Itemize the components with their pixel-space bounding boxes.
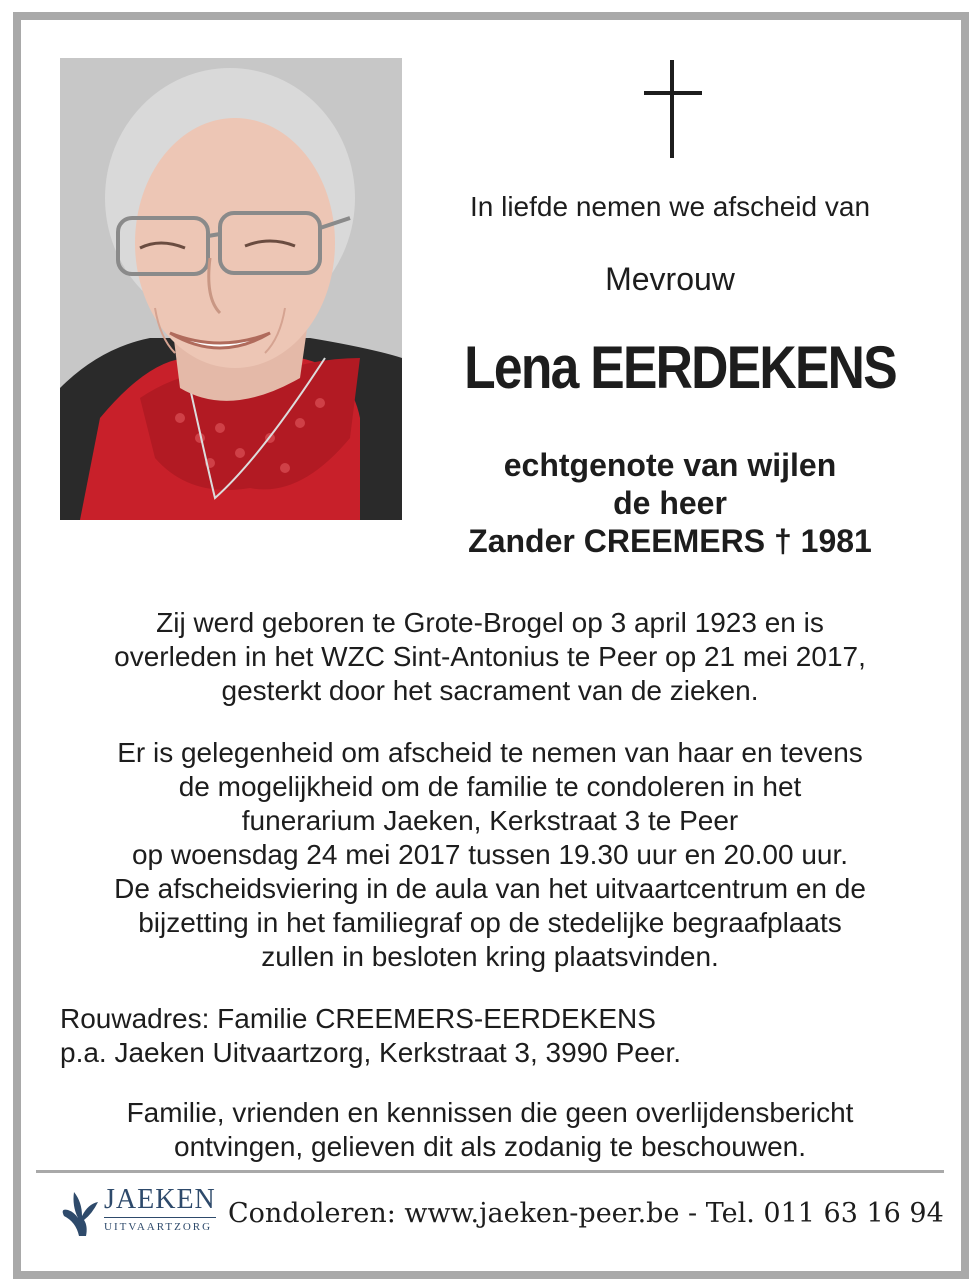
paragraph-line: Familie, vrienden en kennissen die geen overlijdensbericht [126, 1097, 854, 1128]
paragraph-line: de mogelijkheid om de familie te condoleren in het [178, 771, 802, 802]
arrangements-paragraph [40, 736, 940, 974]
paragraph-line: op woensdag 24 mei 2017 tussen 19.30 uur en 20.00 uur. [131, 839, 849, 870]
dove-icon [58, 1186, 100, 1238]
paragraph-line: overleden in het WZC Sint-Antonius te Peer op 21 mei 2017, [114, 641, 866, 672]
notice-paragraph [40, 1096, 940, 1164]
contact-info: Condoleren: www.jaeken-peer.be - Tel. 011 63 16 94 [228, 1198, 944, 1229]
paragraph-line: gesterkt door het sacrament van de zieken. [221, 675, 759, 706]
honorific: Mevrouw [605, 261, 735, 297]
logo-subtitle: UITVAARTZORG [104, 1221, 213, 1233]
paragraph-line: funerarium Jaeken, Kerkstraat 3 te Peer [241, 805, 739, 836]
paragraph-line: Zij werd geboren te Grote-Brogel op 3 april 1923 en is [156, 607, 824, 638]
spouse-name: Zander CREEMERS † 1981 [468, 523, 872, 559]
footer-divider [36, 1170, 944, 1173]
funeral-home-logo [58, 1184, 220, 1242]
address-line: Rouwadres: Familie CREEMERS-EERDEKENS [60, 1003, 656, 1034]
intro-text: In liefde nemen we afscheid van [469, 191, 871, 222]
paragraph-line: bijzetting in het familiegraf op de stedelijke begraafplaats [138, 907, 842, 938]
portrait-photo [60, 58, 402, 520]
deceased-name: Lena EERDEKENS [464, 334, 896, 401]
logo-rule [104, 1217, 216, 1218]
cross-icon [644, 60, 702, 158]
paragraph-line: ontvingen, gelieven dit als zodanig te beschouwen. [174, 1131, 806, 1162]
paragraph-line: Er is gelegenheid om afscheid te nemen van haar en tevens [117, 737, 863, 768]
logo-name: JAEKEN [104, 1184, 216, 1215]
spouse-line: echtgenote van wijlen [503, 447, 837, 483]
birth-death-paragraph [40, 606, 940, 708]
spouse-block [400, 446, 940, 560]
paragraph-line: zullen in besloten kring plaatsvinden. [261, 941, 719, 972]
spouse-line: de heer [613, 485, 727, 521]
address-line: p.a. Jaeken Uitvaartzorg, Kerkstraat 3, 3990 Peer. [60, 1037, 682, 1068]
mourning-address [60, 1002, 940, 1070]
paragraph-line: De afscheidsviering in de aula van het uitvaartcentrum en de [114, 873, 866, 904]
